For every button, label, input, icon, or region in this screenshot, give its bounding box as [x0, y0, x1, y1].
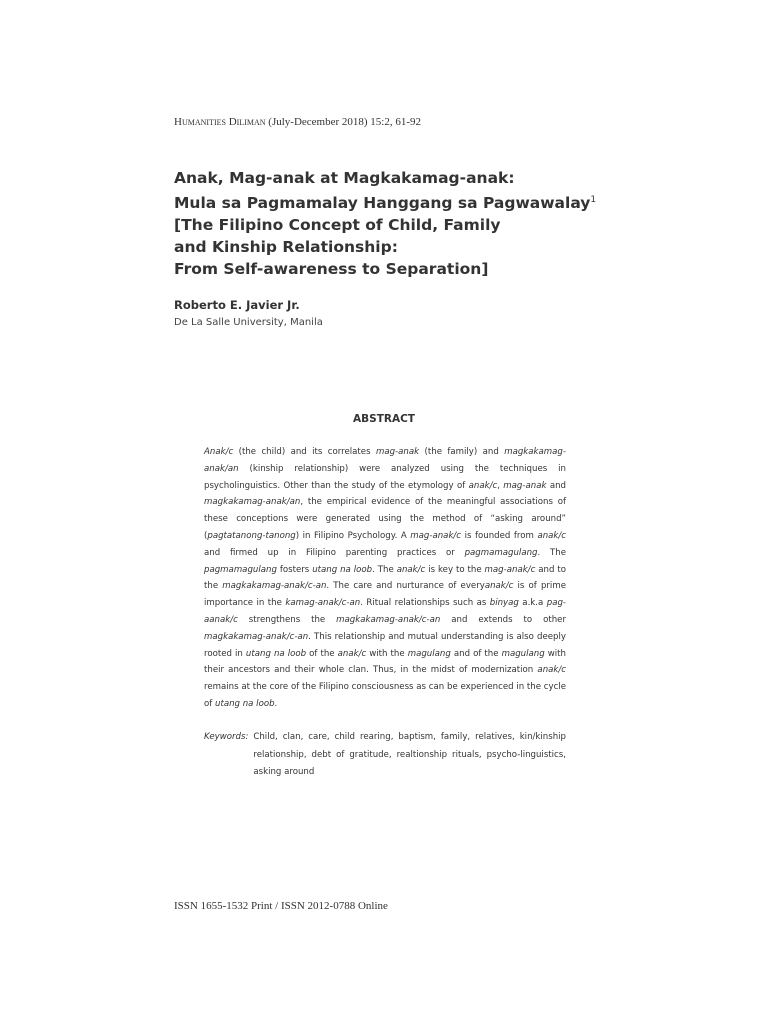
abstract-term: kamag-anak/c-an [285, 598, 361, 609]
abstract-text-run: . The [372, 564, 397, 575]
abstract-term: mag-anak [375, 447, 420, 457]
abstract-text-run: a.k.a [518, 598, 547, 609]
abstract-term: anak/c [468, 480, 498, 491]
abstract-text-run: and of the [450, 648, 502, 659]
running-head [174, 116, 421, 128]
abstract-term: pag-aanak/c [204, 598, 567, 625]
abstract-text-run: is key to the [425, 564, 485, 575]
abstract-term: magkakamag-anak/c-an [222, 581, 327, 592]
abstract-term: Anak/c [204, 447, 234, 457]
issn-footer: ISSN 1655-1532 Print / ISSN 2012-0788 Online [174, 900, 388, 912]
abstract-text-run: . This relationship and mutual understanding is also deeply rooted in [204, 631, 566, 659]
abstract-term: magkakamag-anak/c-an [204, 631, 309, 642]
abstract-term: anak/c [484, 581, 514, 592]
abstract-term: pagmamagulang [204, 564, 277, 575]
abstract-term: binyag [489, 598, 519, 609]
abstract-body [204, 444, 566, 713]
abstract-text-run: . Ritual relationships such as [360, 598, 490, 609]
abstract-paragraph [204, 444, 566, 713]
abstract-text-run: . The [537, 547, 566, 558]
abstract-text-run: (kinship relationship) were analyzed using the techniques in psycholinguistics. Other than the study of the etymology of [204, 463, 566, 491]
keywords-list: Child, clan, care, child rearing, baptism, family, relatives, kin/kinship relationship, debt of gratitude, realtionship rituals, psycho-linguistics, asking around [253, 732, 566, 777]
keywords-block [204, 729, 566, 782]
abstract-term: pagtatanong-tanong [207, 530, 296, 541]
abstract-term: utang na loob [215, 698, 275, 709]
abstract-text-run: , [497, 480, 504, 491]
abstract-text-run: . The care and nurturance of every [326, 581, 485, 592]
abstract-heading: ABSTRACT [353, 413, 415, 425]
footnote-marker[interactable]: 1 [590, 195, 597, 205]
abstract-term: mag-anak/c [410, 530, 462, 541]
title-line: [The Filipino Concept of Child, Family [174, 216, 501, 234]
title-line: Anak, Mag-anak at Magkakamag-anak: [174, 169, 515, 187]
journal-name: Humanities Diliman [174, 116, 266, 128]
title-line: and Kinship Relationship: [174, 238, 398, 256]
abstract-text-run: (the family) and [419, 447, 505, 457]
abstract-text-run: strengthens the [237, 614, 337, 625]
abstract-text-run: is of prime importance in the [204, 581, 566, 609]
abstract-term: magkakamag-anak/an [204, 497, 301, 508]
abstract-term: magulang [501, 648, 545, 659]
abstract-text-run: . [274, 698, 278, 709]
abstract-text-run: , the empirical evidence of the meaningful associations of these conceptions were generated using the method of “asking around” ( [204, 497, 566, 541]
abstract-text-run: with the [366, 648, 408, 659]
abstract-text-run: with their ancestors and their whole clan. Thus, in the midst of modernization [204, 648, 566, 676]
abstract-text-run: and firmed up in Filipino parenting practices or [204, 547, 465, 558]
abstract-term: anak/c [396, 564, 426, 575]
title-line: Mula sa Pagmamalay Hanggang sa Pagwawalay$^1$ [174, 194, 597, 212]
author-affiliation: De La Salle University, Manila [174, 317, 323, 328]
abstract-term: anak/c [337, 648, 367, 659]
abstract-term: magkakamag-anak/c-an [336, 614, 441, 625]
abstract-term: mag-anak [503, 480, 547, 491]
abstract-term: magulang [407, 648, 451, 659]
abstract-text-run: ) in Filipino Psychology. A [295, 530, 411, 541]
abstract-text-run: and to the [204, 564, 566, 592]
abstract-term: anak/c [537, 665, 566, 676]
abstract-term: anak/c [537, 530, 567, 541]
title-line: From Self-awareness to Separation] [174, 260, 489, 278]
abstract-text-run: remains at the core of the Filipino consciousness as can be experienced in the cycle of [204, 682, 566, 709]
abstract-term: magkakamag-anak/an [204, 447, 566, 474]
abstract-term: utang na loob [312, 564, 373, 575]
abstract-text-run: (the child) and its correlates [233, 447, 376, 457]
keywords-label: Keywords: [204, 732, 249, 742]
abstract-text-run: of the [306, 648, 338, 659]
issue-info: (July-December 2018) 15:2, 61-92 [268, 116, 422, 128]
abstract-term: pagmamagulang [464, 547, 538, 558]
abstract-term: utang na loob [245, 648, 307, 659]
abstract-term: mag-anak/c [484, 564, 536, 575]
author-name: Roberto E. Javier Jr. [174, 298, 300, 312]
abstract-text-run: fosters [276, 564, 313, 575]
abstract-text-run: and extends to other [440, 614, 566, 625]
abstract-text-run: is founded from [461, 530, 538, 541]
article-title [174, 167, 734, 280]
abstract-text-run: and [546, 480, 566, 491]
